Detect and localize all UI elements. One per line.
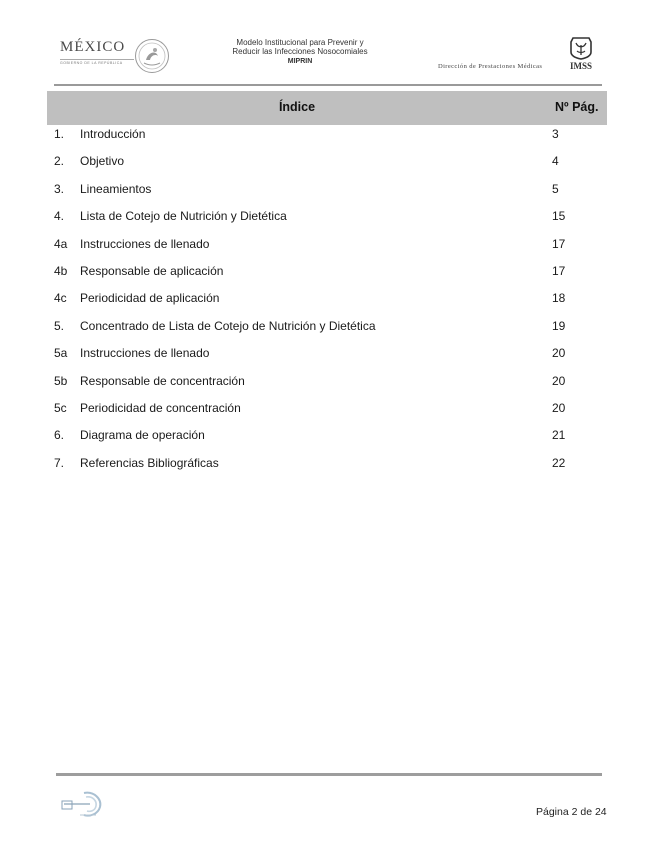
page-number-column-header: Nº Pág. [555, 100, 599, 114]
index-header-bar [47, 91, 607, 125]
page-number: Página 2 de 24 [536, 806, 607, 818]
index-entry[interactable] [0, 454, 655, 481]
entry-number: 5c [54, 400, 67, 415]
index-entry[interactable] [0, 344, 655, 371]
national-seal-icon [134, 38, 170, 74]
index-entry[interactable] [0, 399, 655, 426]
entry-title: Periodicidad de concentración [80, 400, 241, 415]
index-entries [0, 125, 655, 481]
entry-page: 19 [552, 318, 566, 333]
index-entry[interactable] [0, 180, 655, 207]
mexico-logo-text: MÉXICO [60, 39, 126, 55]
mexico-logo-subtext: GOBIERNO DE LA REPÚBLICA [60, 59, 134, 65]
index-title: Índice [278, 100, 316, 114]
entry-number: 4c [54, 291, 67, 306]
entry-title: Periodicidad de aplicación [80, 291, 220, 306]
program-title-line2: Reducir las Infecciones Nosocomiales [232, 47, 368, 56]
imss-logo [566, 36, 596, 70]
entry-number: 4b [54, 263, 68, 278]
entry-page: 20 [552, 346, 566, 361]
entry-page: 21 [552, 428, 566, 443]
index-entry[interactable] [0, 426, 655, 453]
program-acronym: MIPRIN [287, 58, 313, 65]
entry-title: Objetivo [80, 154, 125, 169]
index-entry[interactable] [0, 262, 655, 289]
entry-title: Diagrama de operación [80, 428, 205, 443]
entry-number: 5b [54, 373, 68, 388]
entry-title: Instrucciones de llenado [80, 236, 210, 251]
entry-number: 6. [54, 428, 65, 443]
footer-divider [56, 773, 602, 776]
entry-title: Referencias Bibliográficas [80, 455, 219, 470]
header-divider [54, 84, 602, 86]
entry-title: Lineamientos [80, 181, 152, 196]
entry-number: 5a [54, 346, 68, 361]
index-entry[interactable] [0, 125, 655, 152]
entry-number: 1. [54, 127, 65, 141]
entry-page: 20 [552, 400, 566, 415]
index-entry[interactable] [0, 235, 655, 262]
entry-title: Concentrado de Lista de Cotejo de Nutrición y Dietética [80, 318, 376, 333]
entry-number: 2. [54, 154, 65, 169]
entry-title: Introducción [80, 127, 146, 141]
entry-page: 5 [552, 181, 559, 196]
entry-number: 5. [54, 318, 65, 333]
entry-page: 17 [552, 263, 566, 278]
index-entry[interactable] [0, 207, 655, 234]
index-entry[interactable] [0, 289, 655, 316]
department-name: Dirección de Prestaciones Médicas [438, 63, 543, 70]
entry-title: Lista de Cotejo de Nutrición y Dietética [80, 209, 287, 224]
entry-title: Responsable de concentración [80, 373, 245, 388]
entry-page: 15 [552, 209, 566, 224]
index-entry[interactable] [0, 317, 655, 344]
entry-title: Instrucciones de llenado [80, 346, 210, 361]
entry-number: 7. [54, 455, 65, 470]
mexico-government-logo [60, 40, 134, 70]
page-header [0, 0, 655, 90]
entry-title: Responsable de aplicación [80, 263, 224, 278]
entry-number: 3. [54, 181, 65, 196]
program-title-line1: Modelo Institucional para Prevenir y [236, 38, 364, 47]
miprin-footer-logo [60, 787, 106, 821]
entry-page: 22 [552, 455, 566, 470]
index-entry[interactable] [0, 372, 655, 399]
entry-page: 3 [552, 127, 559, 141]
imss-logo-text: IMSS [569, 61, 593, 70]
entry-number: 4. [54, 209, 65, 224]
entry-page: 18 [552, 291, 566, 306]
entry-number: 4a [54, 236, 68, 251]
entry-page: 17 [552, 236, 566, 251]
index-entry[interactable] [0, 152, 655, 179]
program-title [200, 38, 400, 66]
entry-page: 4 [552, 154, 559, 169]
entry-page: 20 [552, 373, 566, 388]
